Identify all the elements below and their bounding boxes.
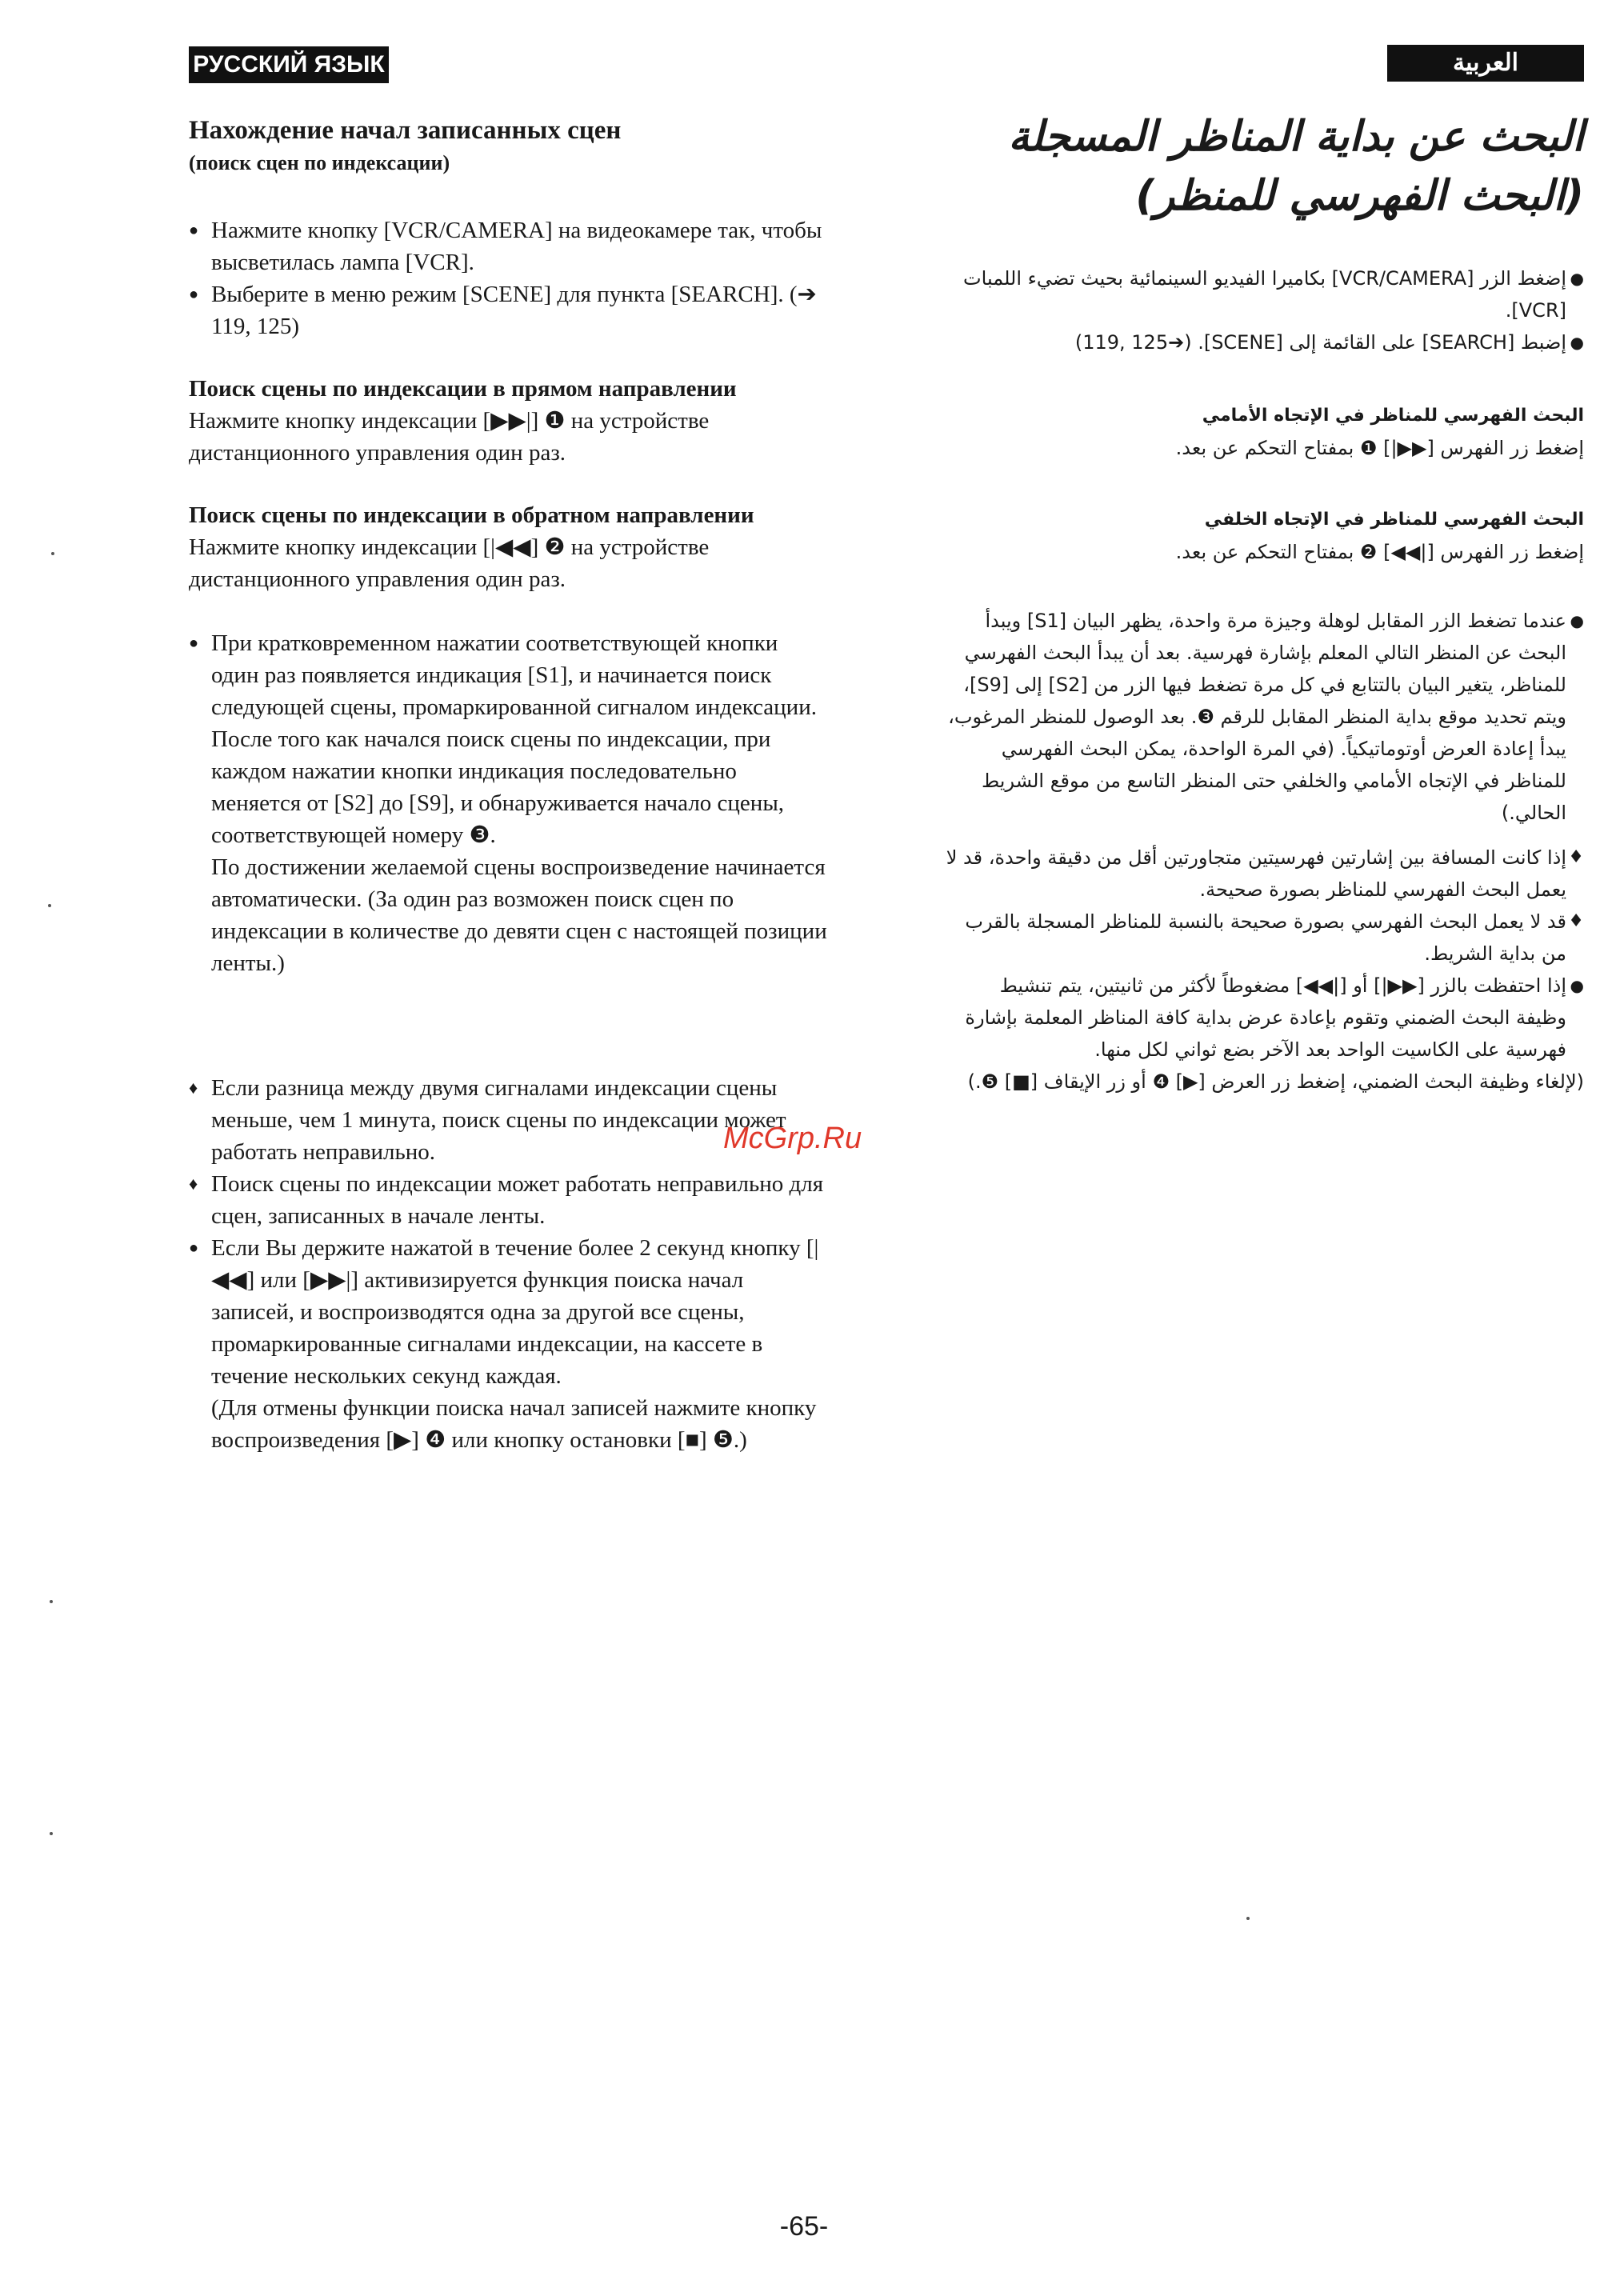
ar-intro (944, 262, 1584, 358)
ar-hold-text: ● إذا احتفظت بالزر [▶▶|] أو [|◀◀] مضغوطاً لأكثر من ثانيتين، يتم تنشيط وظيفة البحث الضمني وتقوم بإعادة عرض بداية كافة المناظر المعلمة بإشارة فهرسية على الكاسيت الواحد بعد الآخر بضع ثواني لكل منها. (944, 970, 1584, 1066)
ru-reverse-text: Нажмите кнопку индексации [|◀◀] ❷ на устройстве дистанционного управления один раз. (189, 534, 710, 592)
language-tag-arabic: العربية (1387, 45, 1584, 82)
page-number: -65- (779, 2211, 829, 2242)
ru-forward-section (189, 373, 829, 469)
ru-note: ♦ Если разница между двумя сигналами индексации сцены меньше, чем 1 минута, поиск сцены по индексации может работать неправильно. (189, 1072, 829, 1168)
ar-title-block (784, 107, 1584, 226)
ar-note: ♦ إذا كانت المسافة بين إشارتين فهرسيتين متجاورتين أقل من دقيقة واحدة، قد لا يعمل البحث الفهرسي للمناظر بصورة صحيحة. (944, 842, 1584, 906)
watermark: McGrp.Ru (723, 1122, 862, 1155)
ru-title-block (189, 114, 829, 179)
ru-reverse-section (189, 499, 829, 595)
scan-speck (1246, 1917, 1250, 1920)
ar-main-bullet-text: ● عندما تضغط الزر المقابل لوهلة وجيزة مرة واحدة، يظهر البيان [S1] ويبدأ البحث عن المنظر التالي المعلم بإشارة فهرسية. بعد أن يبدأ البحث الفهرسي للمناظر، يتغير البيان بالتتابع في كل مرة تضغط فيها الزر من [S2] إلى [S9]، ويتم تحديد موقع بداية المنظر المقابل للرقم ❸. بعد الوصول للمنظر المرغوب، يبدأ إعادة العرض أوتوماتيكياً. (في المرة الواحدة، يمكن البحث الفهرسي للمناظر في الإتجاه الأمامي والخلفي حتى المنظر التاسع من موقع الشريط الحالي.) (944, 605, 1584, 829)
ar-title-line1: البحث عن بداية المناظر المسجلة (1008, 113, 1584, 161)
ar-forward-section (944, 400, 1584, 464)
language-tag-russian: РУССКИЙ ЯЗЫК (189, 46, 389, 83)
ar-forward-heading: البحث الفهرسي للمناظر في الإتجاه الأمامي (1202, 406, 1584, 426)
scan-speck (50, 1600, 53, 1603)
ar-hold-cancel: (لإلغاء وظيفة البحث الضمني، إضغط زر العرض [▶] ❹ أو زر الإيقاف [■] ❺.) (967, 1070, 1584, 1093)
ru-note: ♦ Поиск сцены по индексации может работать неправильно для сцен, записанных в начале ленты. (189, 1168, 829, 1232)
ru-intro (189, 214, 829, 342)
ar-main-bullet (944, 605, 1584, 829)
ar-reverse-heading: البحث الفهرسي للمناظر في الإتجاه الخلفي (1204, 510, 1584, 530)
ar-title-line2: (البحث الفهرسي للمنظر) (1135, 172, 1584, 220)
ru-main-bullet-text2: По достижении желаемой сцены воспроизведение начинается автоматически. (За один раз возможен поиск сцен по индексации в количестве до девяти сцен с настоящей позиции ленты.) (211, 854, 827, 976)
ru-forward-heading: Поиск сцены по индексации в прямом направлении (189, 376, 737, 402)
ar-forward-text: إضغط زر الفهرس [▶▶|] ❶ بمفتاح التحكم عن بعد. (1175, 437, 1584, 459)
ar-reverse-text: إضغط زر الفهرس [|◀◀] ❷ بمفتاح التحكم عن بعد. (1175, 541, 1584, 563)
ar-intro-item: ● إضبط [SEARCH] على القائمة إلى [SCENE]. (➔119, 125) (944, 326, 1584, 358)
ru-title: Нахождение начал записанных сцен (189, 116, 622, 145)
ru-main-bullet-text: ● При кратковременном нажатии соответствующей кнопки один раз появляется индикация [S1], и начинается поиск следующей сцены, промаркированной сигналом индексации. После того как начался поиск сцены по индексации, при каждом нажатии кнопки индикация последовательно меняется от [S2] до [S9], и обнаруживается начало сцены, соответствующей номеру ❸. (189, 627, 829, 851)
ru-subtitle: (поиск сцен по индексации) (189, 151, 450, 174)
ru-hold-cancel: (Для отмены функции поиска начал записей нажмите кнопку воспроизведения [▶] ❹ или кнопку остановки [■] ❺.) (211, 1395, 817, 1453)
scan-speck (51, 552, 54, 555)
ru-reverse-heading: Поиск сцены по индексации в обратном направлении (189, 502, 754, 528)
ru-hold-text: ● Если Вы держите нажатой в течение более 2 секунд кнопку [|◀◀] или [▶▶|] активизируется функция поиска начал записей, и воспроизводятся одна за другой все сцены, промаркированные сигналами индексации, на кассете в течение нескольких секунд каждая. (189, 1232, 829, 1392)
ru-intro-item: ● Нажмите кнопку [VCR/CAMERA] на видеокамере так, чтобы высветилась лампа [VCR]. (189, 214, 829, 278)
ru-intro-item: ● Выберите в меню режим [SCENE] для пункта [SEARCH]. (➔ 119, 125) (189, 278, 829, 342)
ar-note: ♦ قد لا يعمل البحث الفهرسي بصورة صحيحة بالنسبة للمناظر المسجلة بالقرب من بداية الشريط. (944, 906, 1584, 970)
scan-speck (50, 1832, 53, 1835)
ru-main-bullet (189, 627, 829, 979)
ar-reverse-section (944, 504, 1584, 568)
ru-forward-text: Нажмите кнопку индексации [▶▶|] ❶ на устройстве дистанционного управления один раз. (189, 408, 710, 466)
ar-intro-item: ● إضغط الزر [VCR/CAMERA] بكاميرا الفيديو السينمائية بحيث تضيء اللمبات [VCR]. (944, 262, 1584, 326)
ar-notes (944, 842, 1584, 1098)
scan-speck (48, 904, 51, 907)
